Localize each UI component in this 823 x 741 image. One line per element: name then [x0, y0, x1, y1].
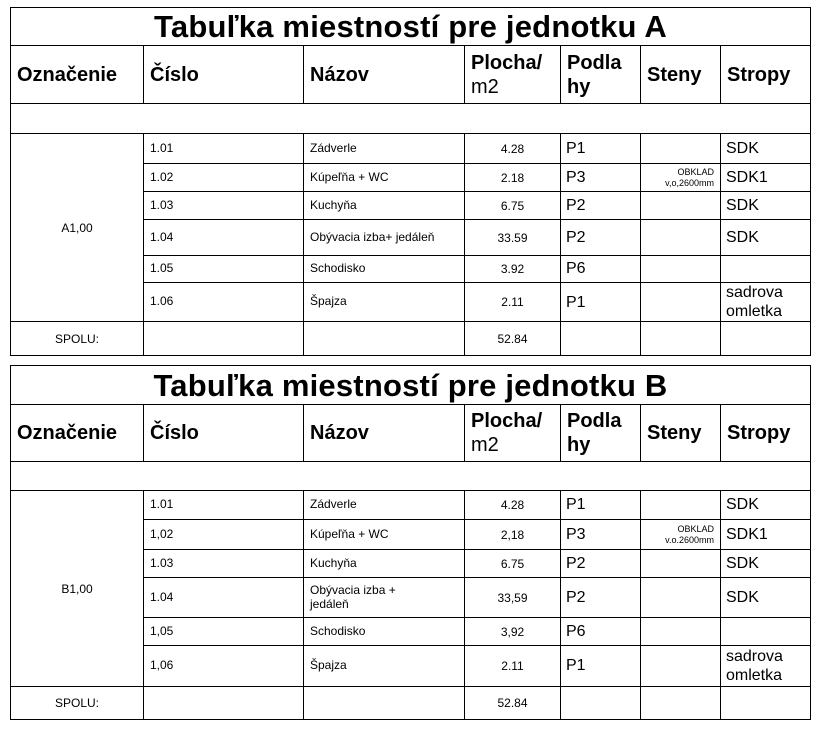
cell-nazov: Kuchyňa — [304, 192, 465, 220]
nazov-line1: Obývacia izba + — [310, 582, 396, 597]
spacer-row — [11, 462, 811, 491]
cell-cislo: 1.05 — [144, 256, 304, 283]
header-cislo: Číslo — [144, 46, 304, 104]
steny-line1: OBKLAD — [677, 167, 714, 178]
cell-nazov: Schodisko — [304, 256, 465, 283]
cell-plocha: 33,59 — [465, 578, 561, 618]
cell-podlahy: P1 — [561, 491, 641, 520]
cell-plocha: 6.75 — [465, 192, 561, 220]
stropy-line2: omletka — [726, 303, 783, 321]
cell-plocha: 2.18 — [465, 164, 561, 192]
steny-line2: v.o.2600mm — [665, 534, 714, 545]
cell-stropy — [721, 256, 811, 283]
cell-stropy: SDK1 — [721, 164, 811, 192]
empty-cell — [144, 322, 304, 356]
header-nazov: Názov — [304, 46, 465, 104]
cell-steny — [641, 491, 721, 520]
room-table-b — [10, 365, 811, 720]
table-title: Tabuľka miestností pre jednotku B — [11, 366, 811, 405]
empty-cell — [561, 322, 641, 356]
cell-plocha: 3.92 — [465, 256, 561, 283]
cell-steny — [641, 520, 721, 550]
cell-plocha: 33.59 — [465, 220, 561, 256]
cell-stropy — [721, 646, 811, 687]
header-stropy: Stropy — [721, 405, 811, 462]
header-podlahy-line1: Podla — [567, 410, 622, 432]
cell-cislo: 1.06 — [144, 283, 304, 322]
cell-stropy: SDK — [721, 134, 811, 164]
cell-podlahy: P2 — [561, 578, 641, 618]
cell-steny — [641, 618, 721, 646]
spolu-value: 52.84 — [465, 687, 561, 720]
cell-cislo: 1.02 — [144, 164, 304, 192]
header-steny: Steny — [641, 46, 721, 104]
cell-podlahy: P1 — [561, 134, 641, 164]
cell-podlahy: P6 — [561, 256, 641, 283]
header-cislo: Číslo — [144, 405, 304, 462]
spolu-label: SPOLU: — [11, 322, 144, 356]
header-podlahy — [561, 405, 641, 462]
cell-nazov: Kúpeľňa + WC — [304, 520, 465, 550]
cell-steny — [641, 220, 721, 256]
spolu-label: SPOLU: — [11, 687, 144, 720]
empty-row — [11, 104, 811, 134]
table-title: Tabuľka miestností pre jednotku A — [11, 8, 811, 46]
cell-stropy: SDK — [721, 491, 811, 520]
cell-steny — [641, 164, 721, 192]
cell-nazov: Zádverle — [304, 491, 465, 520]
cell-plocha: 2,18 — [465, 520, 561, 550]
cell-stropy: SDK — [721, 192, 811, 220]
cell-nazov: Špajza — [304, 283, 465, 322]
cell-steny — [641, 256, 721, 283]
empty-cell — [641, 687, 721, 720]
header-plocha-line2: m2 — [471, 434, 499, 456]
empty-cell — [641, 322, 721, 356]
spolu-row — [11, 322, 811, 356]
cell-podlahy: P6 — [561, 618, 641, 646]
cell-podlahy: P1 — [561, 646, 641, 687]
cell-steny — [641, 578, 721, 618]
cell-cislo: 1,02 — [144, 520, 304, 550]
header-steny: Steny — [641, 405, 721, 462]
cell-plocha: 4.28 — [465, 491, 561, 520]
cell-nazov: Schodisko — [304, 618, 465, 646]
cell-plocha: 2.11 — [465, 646, 561, 687]
cell-stropy: SDK — [721, 550, 811, 578]
empty-cell — [721, 322, 811, 356]
cell-podlahy: P1 — [561, 283, 641, 322]
cell-nazov: Špajza — [304, 646, 465, 687]
cell-nazov: Kúpeľňa + WC — [304, 164, 465, 192]
cell-stropy: SDK — [721, 220, 811, 256]
cell-plocha: 4.28 — [465, 134, 561, 164]
empty-cell — [721, 687, 811, 720]
cell-steny — [641, 550, 721, 578]
cell-cislo: 1.01 — [144, 491, 304, 520]
cell-plocha: 6.75 — [465, 550, 561, 578]
cell-nazov: Kuchyňa — [304, 550, 465, 578]
cell-cislo: 1.01 — [144, 134, 304, 164]
unit-label: B1,00 — [11, 491, 144, 687]
header-plocha — [465, 405, 561, 462]
empty-cell — [304, 322, 465, 356]
cell-steny — [641, 134, 721, 164]
cell-stropy: SDK — [721, 578, 811, 618]
empty-cell — [304, 687, 465, 720]
cell-podlahy: P2 — [561, 220, 641, 256]
unit-label: A1,00 — [11, 134, 144, 322]
room-table-a — [10, 7, 811, 356]
header-plocha — [465, 46, 561, 104]
stropy-line2: omletka — [726, 667, 783, 684]
cell-nazov: Zádverle — [304, 134, 465, 164]
cell-stropy: SDK1 — [721, 520, 811, 550]
cell-steny — [641, 646, 721, 687]
header-podlahy-line2: hy — [567, 75, 591, 98]
table-row — [11, 134, 811, 164]
spacer-row — [11, 104, 811, 134]
cell-podlahy: P2 — [561, 550, 641, 578]
header-plocha-line2: m2 — [471, 75, 499, 98]
header-plocha-line1: Plocha/ — [471, 410, 543, 432]
empty-cell — [561, 687, 641, 720]
cell-cislo: 1.04 — [144, 578, 304, 618]
steny-line1: OBKLAD — [677, 524, 714, 535]
spolu-row — [11, 687, 811, 720]
header-oznacenie: Označenie — [11, 405, 144, 462]
header-stropy: Stropy — [721, 46, 811, 104]
cell-nazov — [304, 578, 465, 618]
cell-cislo: 1,05 — [144, 618, 304, 646]
header-nazov: Názov — [304, 405, 465, 462]
cell-cislo: 1.03 — [144, 550, 304, 578]
cell-steny — [641, 192, 721, 220]
empty-cell — [144, 687, 304, 720]
stropy-line1: sadrova — [726, 647, 783, 665]
cell-podlahy: P2 — [561, 192, 641, 220]
cell-cislo: 1.03 — [144, 192, 304, 220]
header-podlahy-line1: Podla — [567, 51, 622, 74]
empty-row — [11, 462, 811, 491]
cell-stropy — [721, 283, 811, 322]
header-oznacenie: Označenie — [11, 46, 144, 104]
cell-podlahy: P3 — [561, 520, 641, 550]
cell-plocha: 2.11 — [465, 283, 561, 322]
cell-podlahy: P3 — [561, 164, 641, 192]
header-plocha-line1: Plocha/ — [471, 51, 543, 74]
cell-nazov: Obývacia izba+ jedáleň — [304, 220, 465, 256]
header-podlahy — [561, 46, 641, 104]
cell-steny — [641, 283, 721, 322]
cell-stropy — [721, 618, 811, 646]
steny-line2: v,o,2600mm — [665, 177, 714, 188]
nazov-line2: jedáleň — [310, 596, 349, 611]
table-row — [11, 491, 811, 520]
cell-cislo: 1.04 — [144, 220, 304, 256]
cell-plocha: 3,92 — [465, 618, 561, 646]
stropy-line1: sadrova — [726, 284, 783, 301]
header-podlahy-line2: hy — [567, 434, 591, 456]
spolu-value: 52.84 — [465, 322, 561, 356]
cell-cislo: 1,06 — [144, 646, 304, 687]
